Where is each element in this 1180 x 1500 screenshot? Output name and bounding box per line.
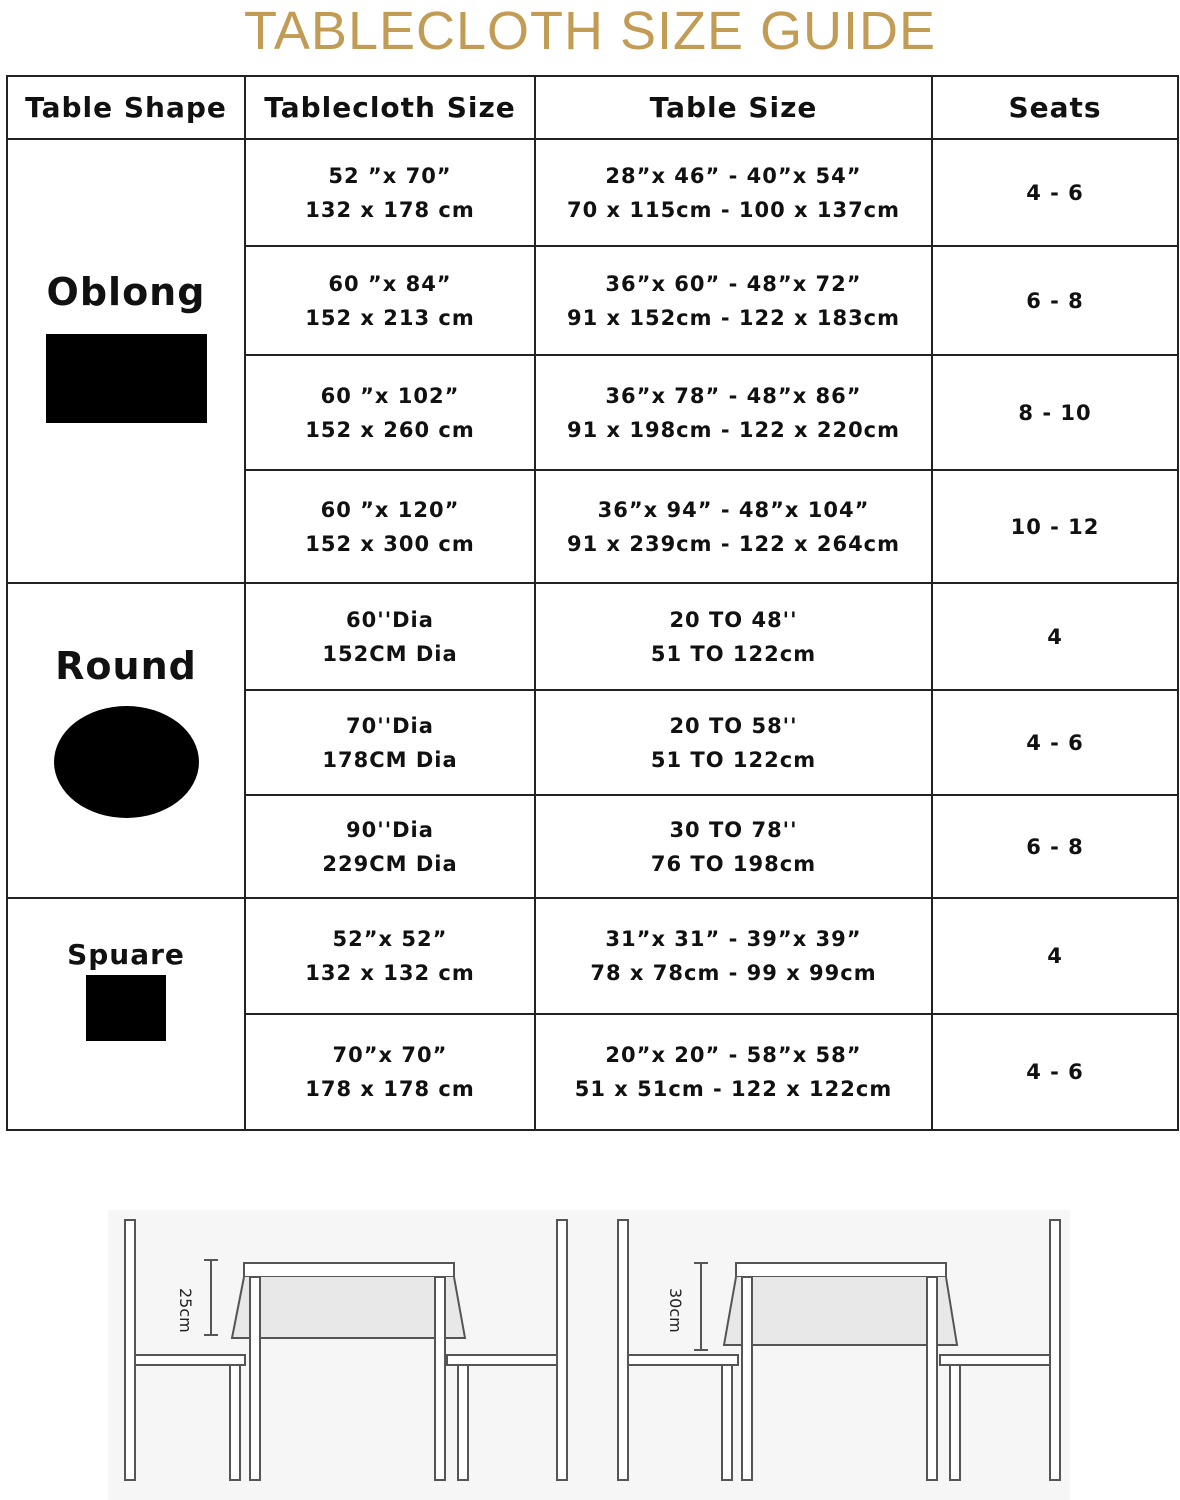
shape-cell-round [7, 583, 245, 898]
tablecloth-size-cell: 60''Dia 152CM Dia [245, 583, 535, 690]
tablecloth-size-cell: 52”x 52” 132 x 132 cm [245, 898, 535, 1014]
table-size-cell: 36”x 78” - 48”x 86” 91 x 198cm - 122 x 220cm [535, 355, 932, 470]
tablecloth-size-cell: 60 ”x 84” 152 x 213 cm [245, 246, 535, 355]
right-chair-back [557, 1220, 567, 1480]
shape-name-round: Round [55, 643, 197, 688]
shape-cell-square [7, 898, 245, 1130]
table-size-cell: 30 TO 78'' 76 TO 198cm [535, 795, 932, 898]
shape-name-oblong: Oblong [46, 269, 206, 314]
ellipse-shape-icon [54, 706, 199, 818]
table-size-cell: 28”x 46” - 40”x 54” 70 x 115cm - 100 x 137cm [535, 139, 932, 246]
table-size-cell: 20 TO 58'' 51 TO 122cm [535, 690, 932, 795]
table-row [7, 139, 1178, 246]
table-row [7, 583, 1178, 690]
seats-cell: 6 - 8 [932, 246, 1178, 355]
table-size-cell: 36”x 94” - 48”x 104” 91 x 239cm - 122 x 264cm [535, 470, 932, 583]
seats-cell: 10 - 12 [932, 470, 1178, 583]
rectangle-shape-icon [46, 334, 207, 423]
right-drop-label: 30cm [666, 1288, 685, 1333]
header-seats: Seats [932, 76, 1178, 139]
square-shape-icon [86, 975, 166, 1041]
table-size-cell: 36”x 60” - 48”x 72” 91 x 152cm - 122 x 183cm [535, 246, 932, 355]
shape-name-square: Spuare [67, 937, 185, 971]
left-tabletop [244, 1263, 454, 1277]
left-chair-back [125, 1220, 135, 1480]
header-table-shape: Table Shape [7, 76, 245, 139]
header-tablecloth-size: Tablecloth Size [245, 76, 535, 139]
right-chair-seat [447, 1355, 557, 1365]
tablecloth-size-cell: 60 ”x 120” 152 x 300 cm [245, 470, 535, 583]
header-table-size: Table Size [535, 76, 932, 139]
size-guide-table [6, 75, 1179, 1131]
page-title: TABLECLOTH SIZE GUIDE [243, 1, 937, 61]
table-drop-illustration [0, 1150, 1180, 1500]
table-row [7, 898, 1178, 1014]
table-size-cell: 20 TO 48'' 51 TO 122cm [535, 583, 932, 690]
tablecloth-size-cell: 60 ”x 102” 152 x 260 cm [245, 355, 535, 470]
seats-cell: 4 - 6 [932, 690, 1178, 795]
seats-cell: 4 - 6 [932, 1014, 1178, 1130]
seats-cell: 8 - 10 [932, 355, 1178, 470]
seats-cell: 6 - 8 [932, 795, 1178, 898]
shape-cell-oblong [7, 139, 245, 583]
table-size-cell: 31”x 31” - 39”x 39” 78 x 78cm - 99 x 99cm [535, 898, 932, 1014]
seats-cell: 4 - 6 [932, 139, 1178, 246]
left-chair-seat [135, 1355, 245, 1365]
seats-cell: 4 [932, 583, 1178, 690]
tablecloth-size-cell: 70”x 70” 178 x 178 cm [245, 1014, 535, 1130]
table-size-cell: 20”x 20” - 58”x 58” 51 x 51cm - 122 x 122cm [535, 1014, 932, 1130]
tablecloth-size-cell: 52 ”x 70” 132 x 178 cm [245, 139, 535, 246]
left-tablecloth-drop [232, 1277, 465, 1338]
right-tablecloth-drop [724, 1277, 957, 1345]
right-tabletop [736, 1263, 946, 1277]
header-row [7, 76, 1178, 139]
seats-cell: 4 [932, 898, 1178, 1014]
left-drop-label: 25cm [176, 1288, 195, 1333]
tablecloth-size-cell: 70''Dia 178CM Dia [245, 690, 535, 795]
tablecloth-size-cell: 90''Dia 229CM Dia [245, 795, 535, 898]
